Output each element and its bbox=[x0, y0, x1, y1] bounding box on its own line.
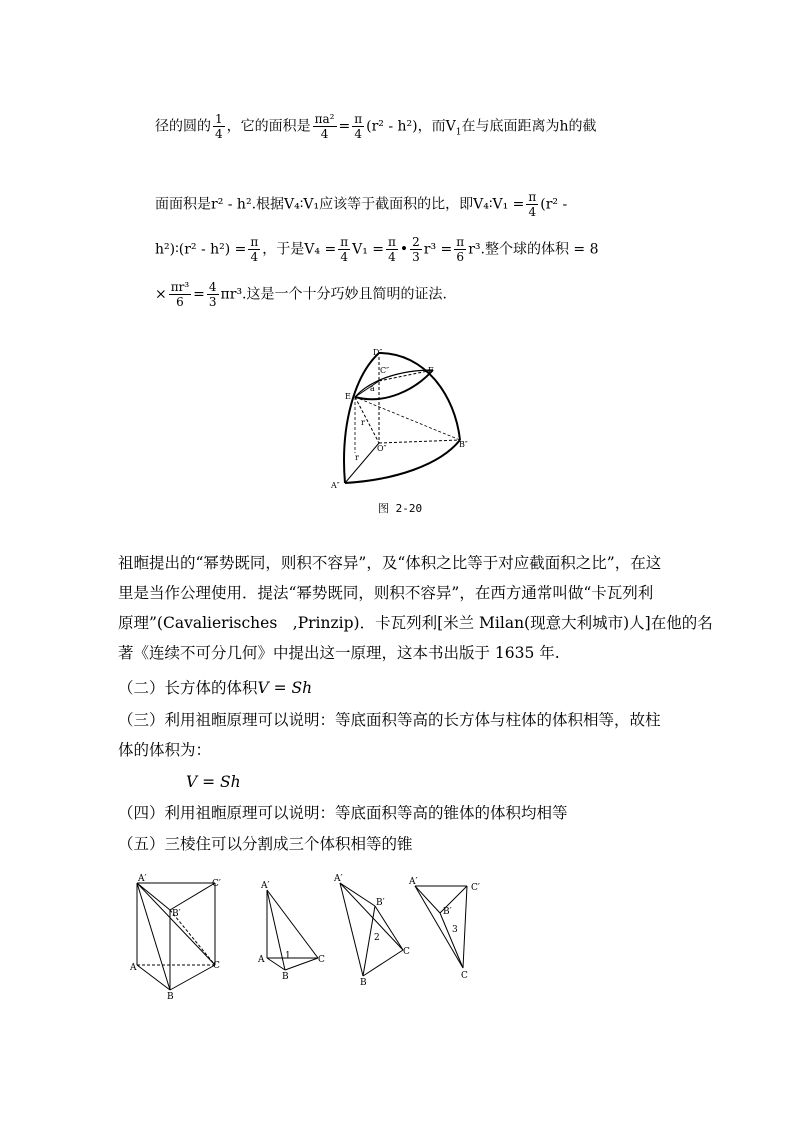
prism-label-B: B bbox=[167, 992, 174, 1002]
denominator: 6 bbox=[176, 295, 184, 309]
text: = bbox=[338, 118, 351, 135]
t2-label-B1: B′ bbox=[376, 898, 385, 908]
fraction bbox=[352, 112, 364, 141]
item-4: （四）利用祖暅原理可以说明：等底面积等高的锥体的体积均相等 bbox=[118, 804, 568, 822]
label-D: D″ bbox=[373, 348, 383, 357]
numerator: 4 bbox=[208, 280, 217, 294]
item-2 bbox=[118, 673, 678, 703]
paragraph-line: 里是当作公理使用．提法“幂势既同，则积不容异”，在西方通常叫做“卡瓦列利 bbox=[118, 584, 654, 602]
math-line-1 bbox=[155, 112, 597, 141]
t2-label-B: B bbox=[360, 978, 367, 988]
denominator: 4 bbox=[320, 127, 329, 141]
fraction bbox=[338, 235, 350, 264]
label-F: F bbox=[428, 366, 434, 375]
prism-label-A: A bbox=[130, 963, 137, 973]
prism-label-B1: B′ bbox=[172, 909, 181, 919]
prism bbox=[137, 883, 215, 990]
math-line-4 bbox=[155, 280, 447, 309]
fraction bbox=[313, 112, 337, 141]
prism-division-figure bbox=[125, 868, 505, 1003]
text: ，它的面积是 bbox=[226, 118, 311, 135]
text: V₁ = bbox=[352, 241, 384, 258]
label-r-base: r bbox=[355, 453, 359, 462]
text: (r² - bbox=[540, 196, 568, 213]
figure-caption: 图 2-20 bbox=[378, 502, 423, 515]
line-E-O bbox=[355, 397, 379, 443]
t1-label-A1: A′ bbox=[261, 881, 270, 891]
label-B: B″ bbox=[459, 440, 468, 449]
t2-label-A1: A′ bbox=[334, 874, 343, 884]
tetrahedron-2 bbox=[340, 883, 403, 976]
fraction bbox=[454, 235, 466, 264]
numerator: π bbox=[354, 112, 363, 126]
paragraph-line: 原理”(Cavalierisches ,Prinzip)．卡瓦列利[米兰 Milan(现意大利城市)人]在他的名 bbox=[118, 614, 713, 632]
formula: V = Sh bbox=[257, 679, 313, 697]
tetrahedron-1 bbox=[267, 890, 318, 970]
prism-label-C: C bbox=[213, 961, 220, 971]
fraction bbox=[207, 280, 219, 309]
label-O: O″ bbox=[377, 444, 387, 453]
denominator: 4 bbox=[250, 250, 259, 264]
label-r-inner: r bbox=[361, 418, 365, 427]
item-5: （五）三棱住可以分割成三个体积相等的锥 bbox=[118, 835, 413, 853]
numerator: πr³ bbox=[170, 280, 190, 294]
axis-OA bbox=[345, 443, 379, 483]
label-E: E bbox=[345, 392, 351, 401]
tetrahedron-3 bbox=[415, 886, 467, 968]
t1-number: 1 bbox=[285, 951, 291, 961]
numerator: π bbox=[340, 235, 349, 249]
denominator: 6 bbox=[456, 250, 465, 264]
paragraph-line: 祖暅提出的“幂势既同，则积不容异”，及“体积之比等于对应截面积之比”，在这 bbox=[118, 554, 662, 572]
denominator: 4 bbox=[340, 250, 348, 264]
fraction bbox=[410, 235, 422, 264]
text: (r² - h²)，而V bbox=[366, 118, 456, 135]
math-line-2 bbox=[155, 190, 567, 219]
sphere-octant-figure bbox=[325, 345, 485, 495]
t1-label-A: A bbox=[258, 955, 265, 965]
item-text: （二）长方体的体积 bbox=[118, 679, 258, 697]
section-back bbox=[355, 370, 433, 397]
t3-label-A1: A′ bbox=[409, 877, 418, 887]
denominator: 4 bbox=[388, 250, 396, 264]
label-C: C″ bbox=[380, 366, 390, 375]
denominator: 3 bbox=[208, 295, 217, 309]
t3-label-C1: C′ bbox=[471, 883, 480, 893]
text: πr³.这是一个十分巧妙且简明的证法. bbox=[220, 286, 447, 303]
denominator: 4 bbox=[215, 127, 223, 141]
denominator: 4 bbox=[354, 127, 362, 141]
numerator: π bbox=[528, 190, 537, 204]
denominator: 4 bbox=[528, 205, 537, 219]
section-front bbox=[355, 370, 433, 399]
item-text: （三）利用祖暅原理可以说明：等底面积等高的长方体与柱体的体积相等，故柱 bbox=[118, 711, 661, 729]
label-a: a bbox=[370, 384, 375, 393]
t2-label-C: C bbox=[403, 947, 410, 957]
arc-A-B bbox=[345, 440, 460, 483]
text: • bbox=[399, 241, 409, 258]
axis-OB bbox=[379, 440, 460, 443]
numerator: 1 bbox=[215, 112, 223, 126]
text: r³ = bbox=[423, 241, 453, 258]
t2-number: 2 bbox=[374, 933, 380, 943]
text: 径的圆的 bbox=[155, 118, 211, 135]
denominator: 3 bbox=[412, 250, 420, 264]
numerator: πa² bbox=[314, 112, 335, 126]
t1-label-C: C bbox=[318, 955, 325, 965]
numerator: π bbox=[250, 235, 259, 249]
text: 在与底面距离为h的截 bbox=[461, 118, 597, 135]
fraction bbox=[526, 190, 538, 219]
text: ，于是V₄ = bbox=[262, 241, 337, 258]
line-E-B bbox=[355, 397, 460, 440]
prism-label-A1: A′ bbox=[138, 874, 147, 884]
t3-number: 3 bbox=[452, 925, 458, 935]
fraction bbox=[386, 235, 398, 264]
paragraph-line: 著《连续不可分几何》中提出这一原理，这本书出版于 1635 年. bbox=[118, 644, 560, 662]
subscript: 1 bbox=[455, 127, 462, 138]
label-A: A″ bbox=[331, 481, 340, 490]
fraction bbox=[248, 235, 260, 264]
t1-label-B: B bbox=[282, 972, 289, 982]
item-text: 体的体积为： bbox=[118, 741, 212, 759]
text: h²)∶(r² - h²) = bbox=[155, 241, 247, 258]
text: r³.整个球的体积 = 8 bbox=[468, 241, 599, 258]
prism-label-C1: C′ bbox=[212, 879, 221, 889]
text: 面面积是r² - h².根据V₄∶V₁应该等于截面积的比，即V₄∶V₁ = bbox=[155, 196, 525, 213]
text: × bbox=[155, 286, 167, 303]
math-line-3 bbox=[155, 235, 598, 264]
fraction bbox=[169, 280, 191, 309]
fraction bbox=[213, 112, 225, 141]
numerator: π bbox=[388, 235, 396, 249]
item-3 bbox=[118, 705, 678, 797]
text: = bbox=[193, 286, 205, 303]
t3-label-C: C bbox=[461, 971, 468, 981]
formula: V = Sh bbox=[186, 773, 241, 791]
paragraph bbox=[118, 548, 713, 668]
numerator: π bbox=[456, 235, 465, 249]
t3-label-B1: B′ bbox=[443, 907, 452, 917]
numerator: 2 bbox=[412, 235, 420, 249]
